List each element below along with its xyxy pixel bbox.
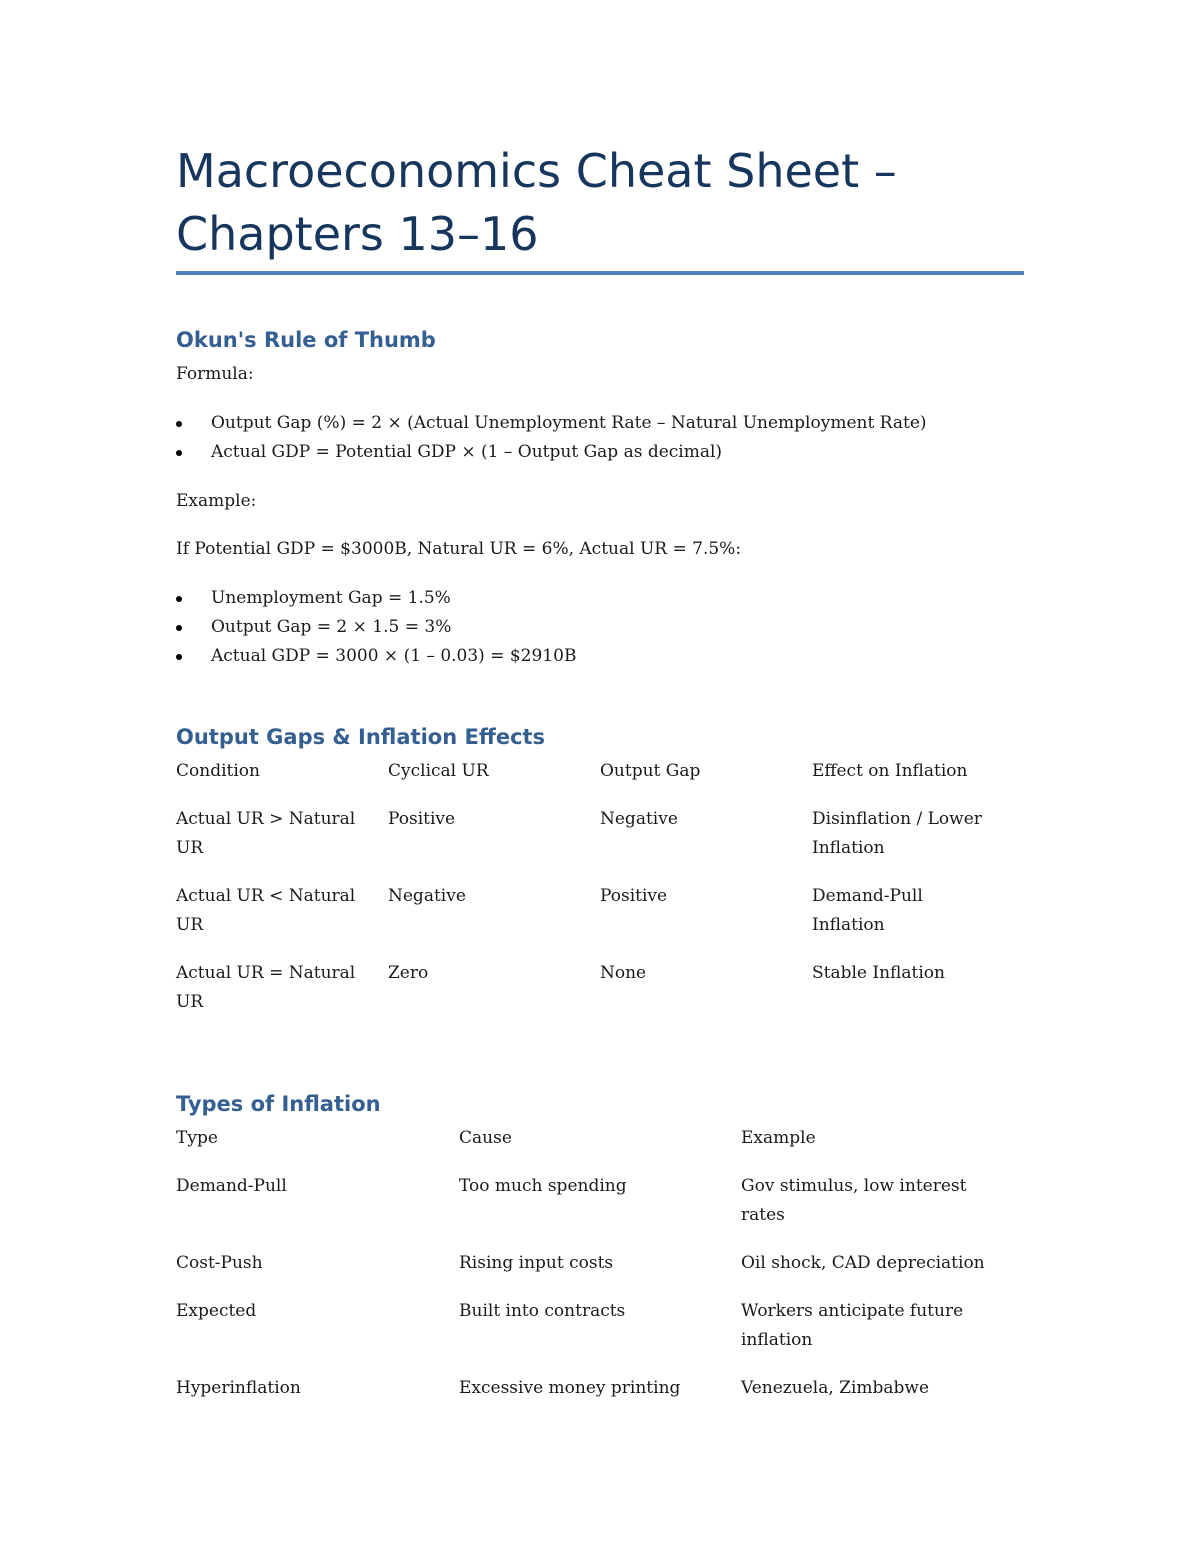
- table-cell: Actual UR = Natural UR: [176, 963, 356, 1012]
- table-header-row: [176, 1124, 1024, 1172]
- table-cell: None: [600, 963, 647, 983]
- table-row: [176, 805, 1024, 882]
- column-header: Cause: [459, 1128, 512, 1148]
- table-cell: Demand-Pull Inflation: [812, 886, 923, 935]
- table-row: [176, 1297, 1024, 1374]
- table-cell: Workers anticipate future inflation: [741, 1301, 964, 1350]
- table-cell: Zero: [388, 963, 429, 983]
- bullet-icon: [176, 450, 182, 456]
- gaps-heading: Output Gaps & Inflation Effects: [176, 725, 546, 749]
- table-cell: Hyperinflation: [176, 1378, 301, 1398]
- table-header-row: [176, 757, 1024, 805]
- column-header: Example: [741, 1128, 816, 1148]
- bullet-icon: [176, 625, 182, 631]
- table-cell: Positive: [600, 886, 668, 906]
- table-cell: Actual UR > Natural UR: [176, 809, 356, 858]
- table-row: [176, 1249, 1024, 1297]
- table-cell: Negative: [600, 809, 678, 829]
- list-item: Unemployment Gap = 1.5%: [176, 584, 576, 613]
- gaps-table: [176, 757, 1024, 1036]
- inflation-heading: Types of Inflation: [176, 1092, 381, 1116]
- formula-label: Formula:: [176, 364, 254, 384]
- table-cell: Too much spending: [459, 1176, 627, 1196]
- formula-list: [176, 409, 927, 467]
- column-header: Condition: [176, 761, 260, 781]
- column-header: Effect on Inflation: [812, 761, 968, 781]
- list-item: Actual GDP = Potential GDP × (1 – Output Gap as decimal): [176, 438, 927, 467]
- list-item: Output Gap (%) = 2 × (Actual Unemployment Rate – Natural Unemployment Rate): [176, 409, 927, 438]
- table-cell: Rising input costs: [459, 1253, 614, 1273]
- table-cell: Cost-Push: [176, 1253, 263, 1273]
- table-cell: Oil shock, CAD depreciation: [741, 1253, 985, 1273]
- table-cell: Expected: [176, 1301, 257, 1321]
- table-cell: Negative: [388, 886, 466, 906]
- table-cell: Demand-Pull: [176, 1176, 287, 1196]
- bullet-icon: [176, 596, 182, 602]
- table-cell: Disinflation / Lower Inflation: [812, 809, 982, 858]
- table-cell: Actual UR < Natural UR: [176, 886, 356, 935]
- table-row: [176, 959, 1024, 1036]
- page-title: Macroeconomics Cheat Sheet – Chapters 13–16: [176, 144, 897, 261]
- table-row: [176, 1374, 1024, 1422]
- column-header: Cyclical UR: [388, 761, 489, 781]
- table-cell: Excessive money printing: [459, 1378, 681, 1398]
- inflation-table: [176, 1124, 1024, 1422]
- table-cell: Gov stimulus, low interest rates: [741, 1176, 967, 1225]
- example-list: [176, 584, 576, 671]
- table-row: [176, 882, 1024, 959]
- table-cell: Built into contracts: [459, 1301, 626, 1321]
- column-header: Output Gap: [600, 761, 701, 781]
- okun-heading: Okun's Rule of Thumb: [176, 328, 436, 352]
- table-cell: Stable Inflation: [812, 963, 945, 983]
- list-item: Actual GDP = 3000 × (1 – 0.03) = $2910B: [176, 642, 576, 671]
- bullet-icon: [176, 421, 182, 427]
- title-underline: [176, 271, 1024, 275]
- example-label: Example:: [176, 491, 257, 511]
- bullet-icon: [176, 654, 182, 660]
- table-cell: Venezuela, Zimbabwe: [741, 1378, 930, 1398]
- column-header: Type: [176, 1128, 218, 1148]
- table-cell: Positive: [388, 809, 456, 829]
- table-row: [176, 1172, 1024, 1249]
- list-item: Output Gap = 2 × 1.5 = 3%: [176, 613, 576, 642]
- example-intro: If Potential GDP = $3000B, Natural UR = 6%, Actual UR = 7.5%:: [176, 539, 742, 559]
